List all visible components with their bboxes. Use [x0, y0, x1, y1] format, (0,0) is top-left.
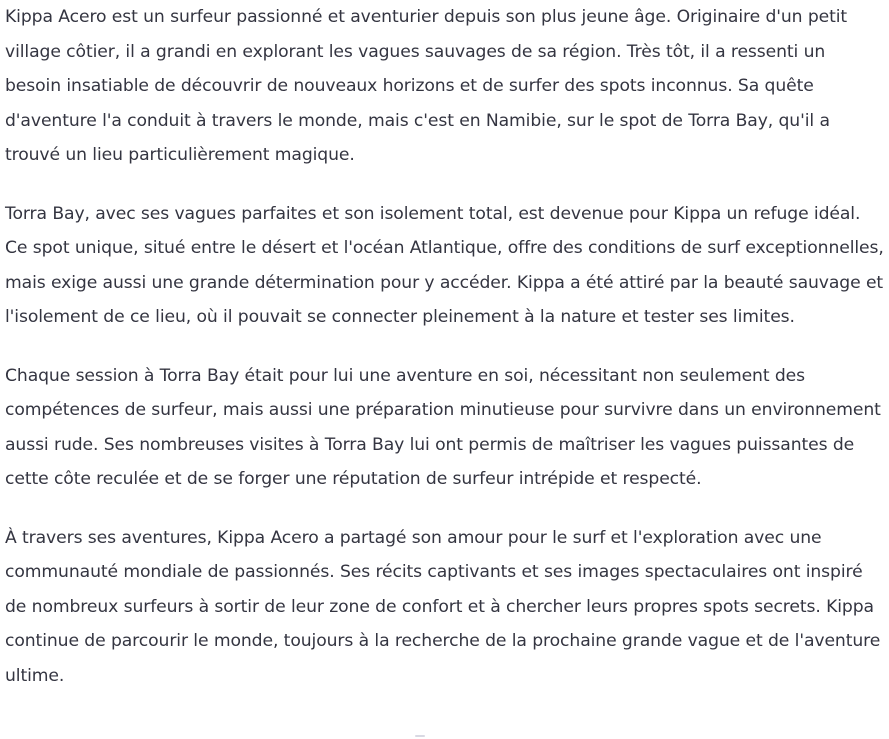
paragraph-torra-bay: Torra Bay, avec ses vagues parfaites et son isolement total, est devenue pour Kippa un refuge idéal. Ce spot unique, situé entre le désert et l'océan Atlantique, offre des conditions de surf exceptionnelles, mais exige aussi une grande détermination pour y accéder. Kippa a été attiré par la beauté sauvage et l'isolement de ce lieu, où il pouvait se connecter pleinement à la nature et tester ses limites.	[5, 203, 884, 327]
paragraph-community: À travers ses aventures, Kippa Acero a partagé son amour pour le surf et l'exploration avec une communauté mondiale de passionnés. Ses récits captivants et ses images spectaculaires ont inspiré de nombreux surfeurs à sortir de leur zone de confort et à chercher leurs propres spots secrets. Kippa continue de parcourir le monde, toujours à la recherche de la prochaine grande vague et de l'aventure ultime.	[5, 527, 881, 686]
article-body	[5, 0, 885, 693]
scroll-indicator	[415, 735, 425, 737]
paragraph-sessions: Chaque session à Torra Bay était pour lui une aventure en soi, nécessitant non seulement des compétences de surfeur, mais aussi une préparation minutieuse pour survivre dans un environnement aussi rude. Ses nombreuses visites à Torra Bay lui ont permis de maîtriser les vagues puissantes de cette côte reculée et de se forger une réputation de surfeur intrépide et respecté.	[5, 365, 881, 489]
paragraph-intro: Kippa Acero est un surfeur passionné et aventurier depuis son plus jeune âge. Originaire d'un petit village côtier, il a grandi en explorant les vagues sauvages de sa région. Très tôt, il a ressenti un besoin insatiable de découvrir de nouveaux horizons et de surfer des spots inconnus. Sa quête d'aventure l'a conduit à travers le monde, mais c'est en Namibie, sur le spot de Torra Bay, qu'il a trouvé un lieu particulièrement magique.	[5, 7, 848, 165]
